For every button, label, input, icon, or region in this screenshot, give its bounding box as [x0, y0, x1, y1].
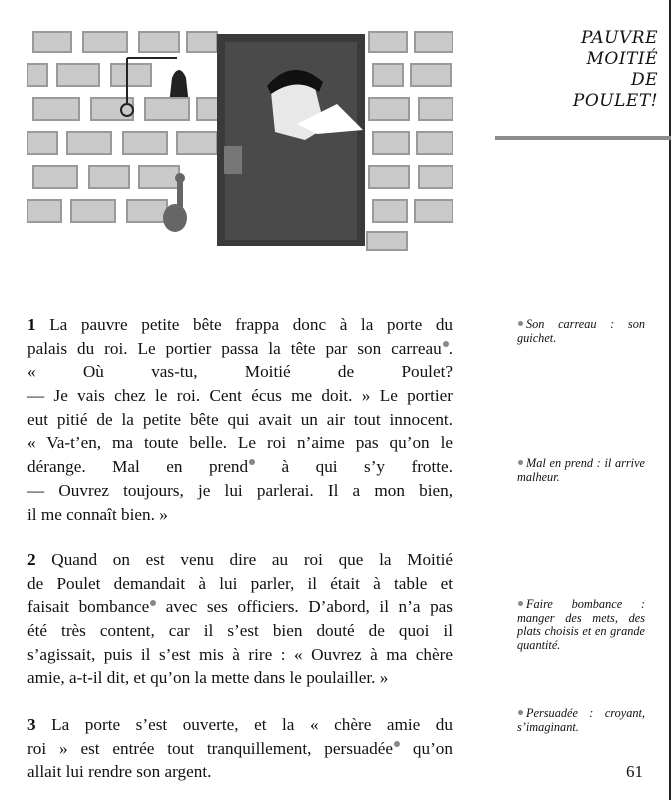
text-segment: faisait bombance — [27, 597, 150, 617]
note-marker-icon — [518, 460, 523, 465]
paragraph-1 — [27, 313, 453, 526]
text-segment: — Ouvrez toujours, je lui parlerai. Il a mon bien, — [27, 480, 453, 500]
text-segment: Quand on est venu dire au roi que la Moitié — [51, 550, 453, 569]
text-segment: avec ses officiers. D’abord, il n’a pas — [156, 597, 453, 617]
text-segment: « Va-t’en, ma toute belle. Le roi n’aime pas qu’on le — [27, 433, 453, 453]
text-segment: La pauvre petite bête frappa donc à la porte du — [49, 315, 454, 334]
title-line: MOITIÉ — [586, 49, 658, 69]
title-underline — [495, 136, 671, 140]
text-segment: s’agissait, puis il s’est mis à rire : « Ouvrez à ma chère — [27, 644, 453, 664]
note-marker-icon — [518, 321, 523, 326]
paragraph-number: 2 — [27, 550, 36, 569]
text-segment: — Je vais chez le roi. Cent écus me doit. » Le portier — [27, 386, 453, 406]
text-line — [27, 666, 453, 690]
footnote-carreau: Son carreau : son guichet. — [517, 317, 645, 345]
title-line: PAUVRE — [581, 28, 658, 48]
paragraph-3 — [27, 713, 453, 784]
footnote-bombance: Faire bombance : manger des mets, des plats choisis et en grande quantité. — [517, 597, 645, 652]
text-segment: il me connaît bien. » — [27, 504, 168, 524]
text-line — [27, 595, 453, 619]
text-line — [27, 384, 453, 408]
keyhole-plate — [224, 146, 242, 174]
text-line — [27, 737, 453, 761]
text-segment: été très content, car il s’est bien douté de quoi il — [27, 621, 453, 641]
text-line — [27, 548, 453, 572]
text-line — [27, 313, 453, 337]
text-segment: La porte s’est ouverte, et la « chère amie du — [51, 715, 453, 734]
page-number: 61 — [626, 762, 643, 781]
paragraph-number: 1 — [27, 315, 36, 334]
footnote-mal-en-prend: Mal en prend : il arrive malheur. — [517, 456, 645, 484]
text-line — [27, 619, 453, 643]
text-line — [27, 643, 453, 667]
text-line — [27, 503, 453, 527]
text-line — [27, 408, 453, 432]
text-segment: « Où vas-tu, Moitié de Poulet? — [27, 362, 453, 382]
paragraph-number: 3 — [27, 715, 36, 734]
text-line — [27, 455, 453, 479]
note-marker-icon — [518, 601, 523, 606]
story-title — [573, 28, 658, 112]
text-segment: de Poulet demandait à lui parler, il était à table et — [27, 573, 453, 593]
text-line — [27, 713, 453, 737]
text-line — [27, 479, 453, 503]
text-segment: . — [448, 338, 453, 358]
text-segment: palais du roi. Le portier passa la tête par son carreau — [27, 338, 442, 358]
text-segment: allait lui rendre son argent. — [27, 762, 212, 782]
note-marker-icon — [518, 710, 523, 715]
text-line — [27, 360, 453, 384]
text-segment: dérange. Mal en prend — [27, 457, 249, 477]
text-segment: amie, a-t-il dit, et qu’on la mette dans le poulailler. » — [27, 668, 389, 688]
text-segment: à qui s’y frotte. — [255, 457, 453, 477]
text-line — [27, 337, 453, 361]
text-segment: qu’on — [400, 738, 453, 758]
footnote-persuadee: Persuadée : croyant, s’imaginant. — [517, 706, 645, 734]
text-segment: eut pitié de la petite bête qui avait un air tout innocent. — [27, 409, 453, 429]
illustration-castle-door — [27, 28, 453, 252]
title-line: DE — [630, 70, 658, 90]
text-line — [27, 431, 453, 455]
page-edge-rule — [669, 0, 671, 800]
paragraph-2 — [27, 548, 453, 690]
text-segment: roi » est entrée tout tranquillement, persuadée — [27, 738, 394, 758]
text-line — [27, 572, 453, 596]
title-line: POULET! — [572, 91, 658, 111]
text-line — [27, 760, 453, 784]
